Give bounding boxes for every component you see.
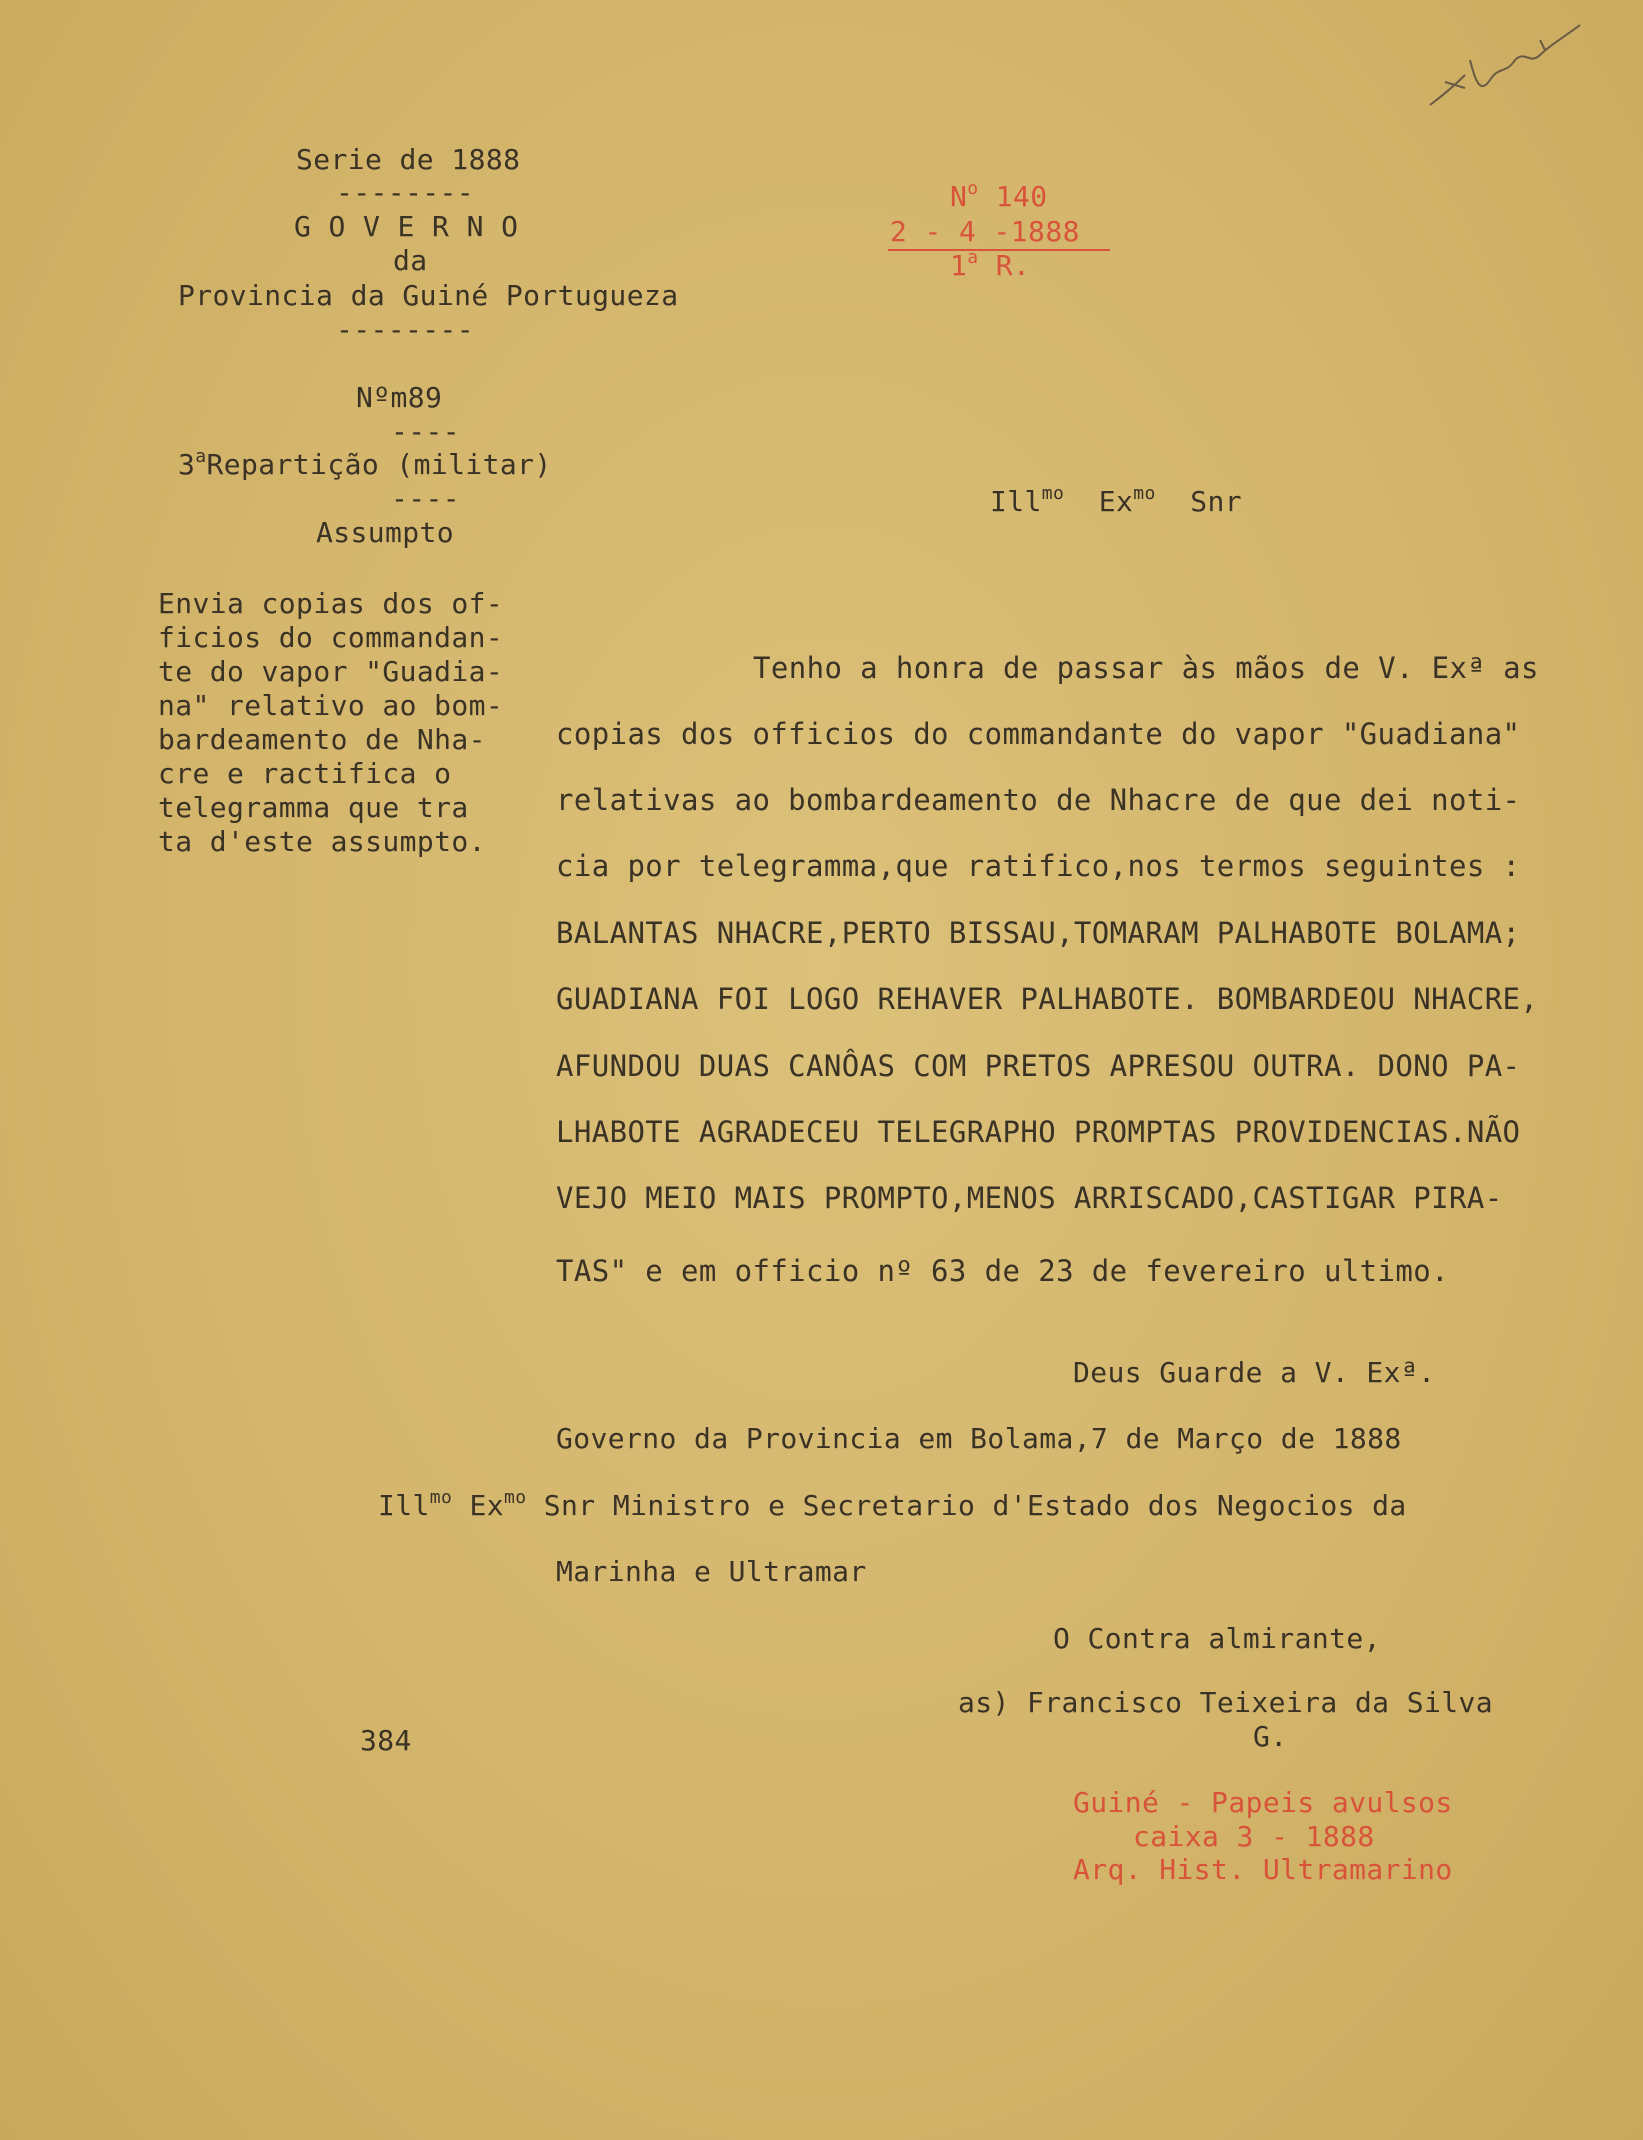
body-line: relativas ao bombardeamento de Nhacre de que dei noti- bbox=[556, 783, 1521, 817]
summary-line: na" relativo ao bom- bbox=[158, 689, 504, 722]
divider: ---- bbox=[391, 482, 461, 515]
archive-line: Guiné - Papeis avulsos bbox=[1073, 1786, 1453, 1819]
salutation: Ill$^{mo}$ $Ex^{mo}$ Snr bbox=[990, 483, 1243, 518]
archive-line: caixa 3 - 1888 bbox=[1133, 1820, 1375, 1853]
addressee-line-2: Marinha e Ultramar bbox=[556, 1555, 867, 1588]
divider: ---- bbox=[391, 415, 461, 448]
signature: as) Francisco Teixeira da Silva bbox=[958, 1686, 1493, 1719]
archive-line: Arq. Hist. Ultramarino bbox=[1073, 1853, 1453, 1886]
summary-line: telegramma que tra bbox=[158, 791, 469, 824]
registry-number: $N^o$ 140 bbox=[950, 178, 1048, 213]
da-line: da bbox=[393, 244, 428, 277]
document-number: Nºm89 bbox=[356, 381, 443, 414]
summary-line: cre e ractifica o bbox=[158, 757, 452, 790]
body-line: TAS" e em officio nº 63 de 23 de fevereiro ultimo. bbox=[556, 1254, 1449, 1288]
summary-line: te do vapor "Guadia- bbox=[158, 655, 504, 688]
divider: -------- bbox=[336, 313, 475, 346]
body-line: LHABOTE AGRADECEU TELEGRAPHO PROMPTAS PROVIDENCIAS.NÃO bbox=[556, 1115, 1521, 1149]
provincia-line: Provincia da Guiné Portugueza bbox=[178, 279, 679, 312]
series-line: Serie de 1888 bbox=[296, 143, 521, 176]
signer-title: O Contra almirante, bbox=[1053, 1622, 1381, 1655]
body-line: AFUNDOU DUAS CANÔAS COM PRETOS APRESOU OUTRA. DONO PA- bbox=[556, 1049, 1521, 1083]
signature-initial: G. bbox=[1253, 1720, 1288, 1753]
summary-line: Envia copias dos of- bbox=[158, 587, 504, 620]
body-line: GUADIANA FOI LOGO REHAVER PALHABOTE. BOMBARDEOU NHACRE, bbox=[556, 982, 1539, 1016]
summary-line: ta d'este assumpto. bbox=[158, 825, 486, 858]
body-line: VEJO MEIO MAIS PROMPTO,MENOS ARRISCADO,CASTIGAR PIRA- bbox=[556, 1181, 1503, 1215]
governo-line: G O V E R N O bbox=[294, 210, 519, 243]
body-line: BALANTAS NHACRE,PERTO BISSAU,TOMARAM PALHABOTE BOLAMA; bbox=[556, 916, 1521, 950]
summary-line: bardeamento de Nha- bbox=[158, 723, 486, 756]
body-line: cia por telegramma,que ratifico,nos termos seguintes : bbox=[556, 849, 1521, 883]
deus-guarde: Deus Guarde a V. Exª. bbox=[1073, 1356, 1436, 1389]
reparticao-line: 3$^a$Repartição (militar) bbox=[178, 446, 552, 481]
handwritten-mark bbox=[1420, 20, 1590, 120]
divider: -------- bbox=[336, 176, 475, 209]
page-number: 384 bbox=[360, 1724, 412, 1757]
place-date: Governo da Provincia em Bolama,7 de Março de 1888 bbox=[556, 1422, 1402, 1455]
body-line: copias dos officios do commandante do vapor "Guadiana" bbox=[556, 717, 1521, 751]
summary-line: ficios do commandan- bbox=[158, 621, 504, 654]
assumpto-label: Assumpto bbox=[316, 516, 455, 549]
addressee-line: Ill$^{mo}$ $Ex^{mo}$ Snr Ministro e Secretario d'Estado dos Negocios da bbox=[378, 1487, 1407, 1522]
registry-reparticao: 1$^a$ R. bbox=[950, 247, 1031, 282]
body-line: Tenho a honra de passar às mãos de V. Exª as bbox=[753, 651, 1539, 685]
registry-date: 2 - 4 -1888 bbox=[890, 215, 1080, 248]
